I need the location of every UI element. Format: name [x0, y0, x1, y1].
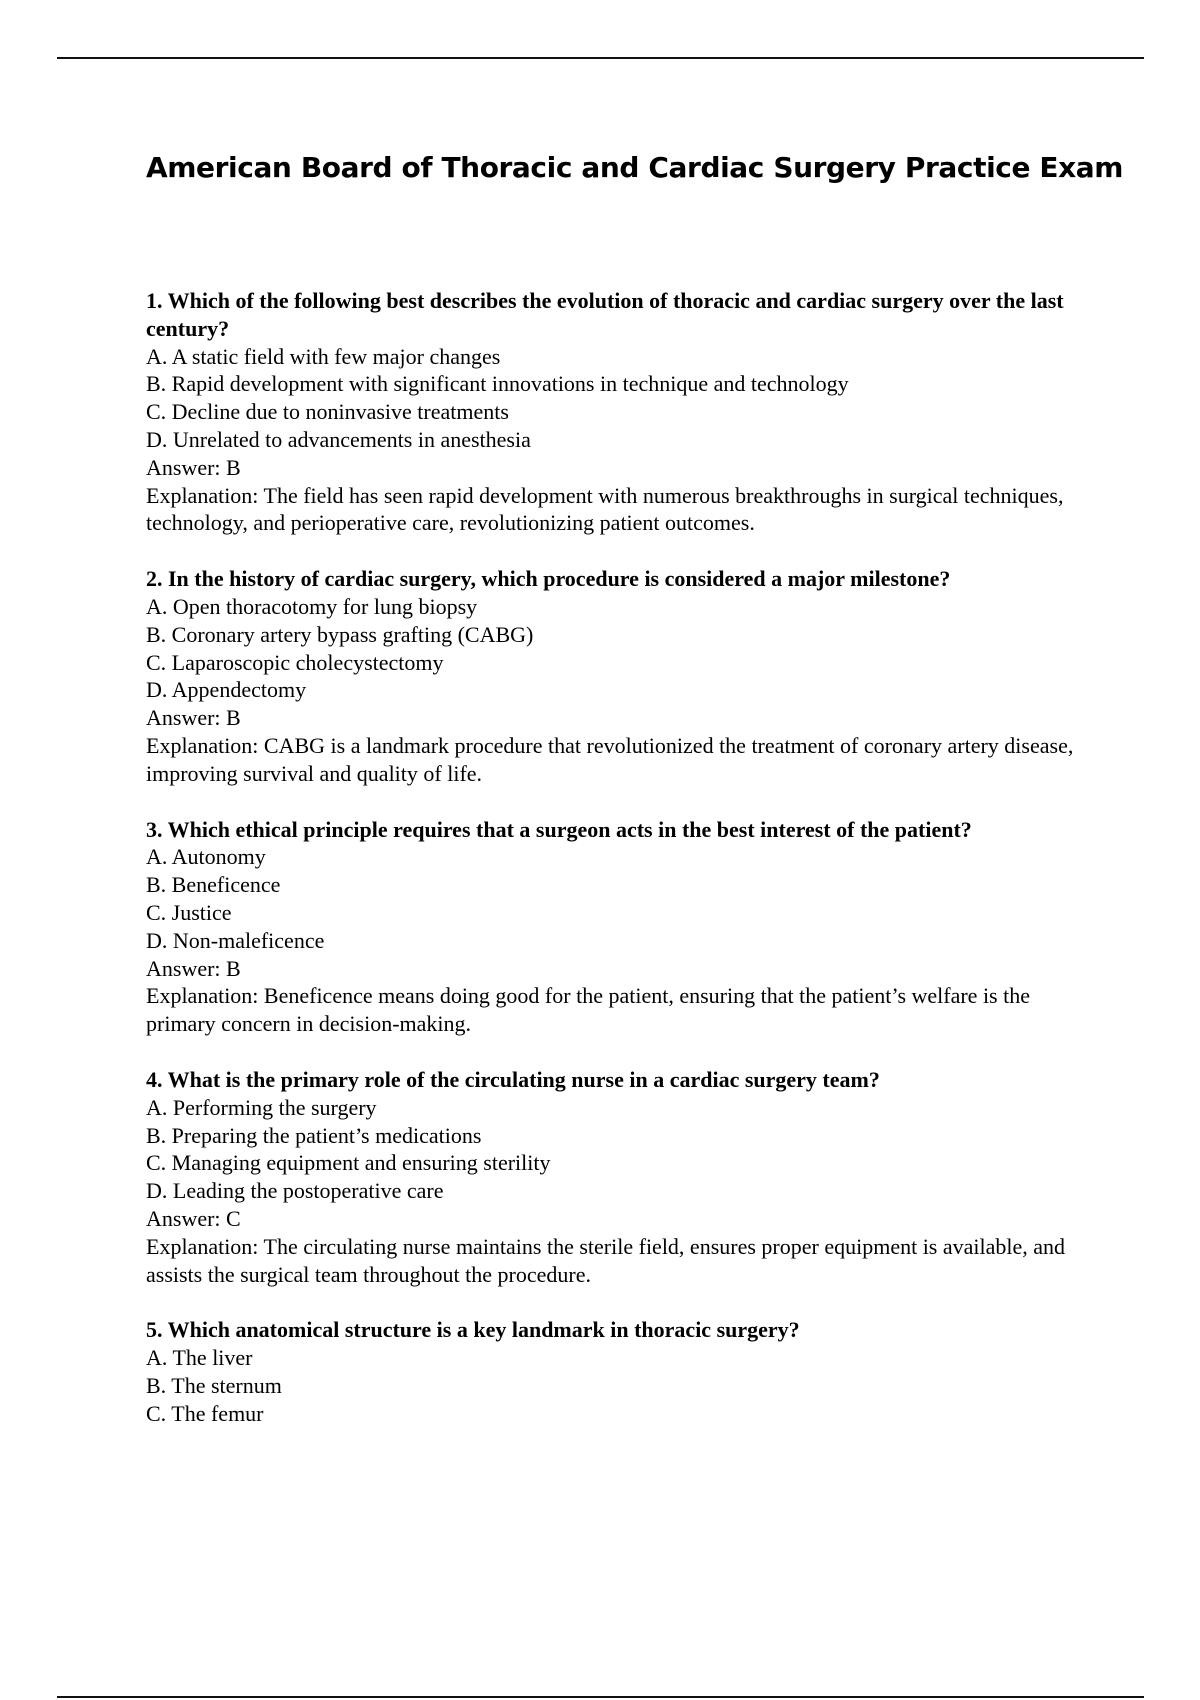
option-b: B. Preparing the patient’s medications	[146, 1122, 482, 1148]
explanation-text: Explanation: The circulating nurse maintains the sterile field, ensures proper equipment is available, and assists the surgical team throughout the procedure.	[146, 1233, 1066, 1287]
question-stem: 3. Which ethical principle requires that a surgeon acts in the best interest of the patient?	[146, 816, 972, 842]
option-a: A. A static field with few major changes	[146, 343, 501, 369]
question-2	[146, 565, 1098, 787]
option-d: D. Appendectomy	[146, 677, 307, 703]
question-stem: 1. Which of the following best describes the evolution of thoracic and cardiac surgery over the last century?	[146, 288, 1064, 341]
option-b: B. The sternum	[146, 1372, 282, 1398]
question-4	[146, 1066, 1098, 1288]
option-d: D. Non-maleficence	[146, 927, 325, 953]
question-stem: 5. Which anatomical structure is a key landmark in thoracic surgery?	[146, 1317, 800, 1343]
question-list	[146, 287, 1098, 1455]
answer-line: Answer: B	[146, 454, 241, 480]
option-b: B. Beneficence	[146, 872, 281, 898]
question-5	[146, 1316, 1098, 1427]
question-1	[146, 287, 1098, 537]
option-b: B. Coronary artery bypass grafting (CABG)	[146, 621, 534, 647]
option-c: C. Justice	[146, 899, 232, 925]
option-c: C. The femur	[146, 1400, 264, 1426]
page-title: American Board of Thoracic and Cardiac Surgery Practice Exam	[146, 151, 1124, 184]
option-a: A. Performing the surgery	[146, 1094, 377, 1120]
question-stem: 2. In the history of cardiac surgery, which procedure is considered a major milestone?	[146, 566, 951, 592]
option-c: C. Decline due to noninvasive treatments	[146, 399, 509, 425]
option-c: C. Managing equipment and ensuring sterility	[146, 1150, 551, 1176]
explanation-text: Explanation: The field has seen rapid development with numerous breakthroughs in surgical techniques, technology, and perioperative care, revolutionizing patient outcomes.	[146, 482, 1064, 536]
answer-line: Answer: C	[146, 1205, 241, 1231]
answer-line: Answer: B	[146, 705, 241, 731]
header-rule	[57, 57, 1144, 59]
answer-line: Answer: B	[146, 955, 241, 981]
question-stem: 4. What is the primary role of the circulating nurse in a cardiac surgery team?	[146, 1066, 880, 1092]
option-d: D. Leading the postoperative care	[146, 1178, 444, 1204]
option-a: A. Open thoracotomy for lung biopsy	[146, 593, 478, 619]
option-a: A. The liver	[146, 1345, 253, 1371]
option-a: A. Autonomy	[146, 844, 266, 870]
option-b: B. Rapid development with significant innovations in technique and technology	[146, 371, 849, 397]
option-d: D. Unrelated to advancements in anesthesia	[146, 426, 531, 452]
option-c: C. Laparoscopic cholecystectomy	[146, 649, 444, 675]
explanation-text: Explanation: CABG is a landmark procedure that revolutionized the treatment of coronary artery disease, improving survival and quality of life.	[146, 732, 1074, 786]
explanation-text: Explanation: Beneficence means doing good for the patient, ensuring that the patient’s welfare is the primary concern in decision-making.	[146, 983, 1030, 1037]
footer-rule	[57, 1696, 1144, 1698]
question-3	[146, 816, 1098, 1038]
